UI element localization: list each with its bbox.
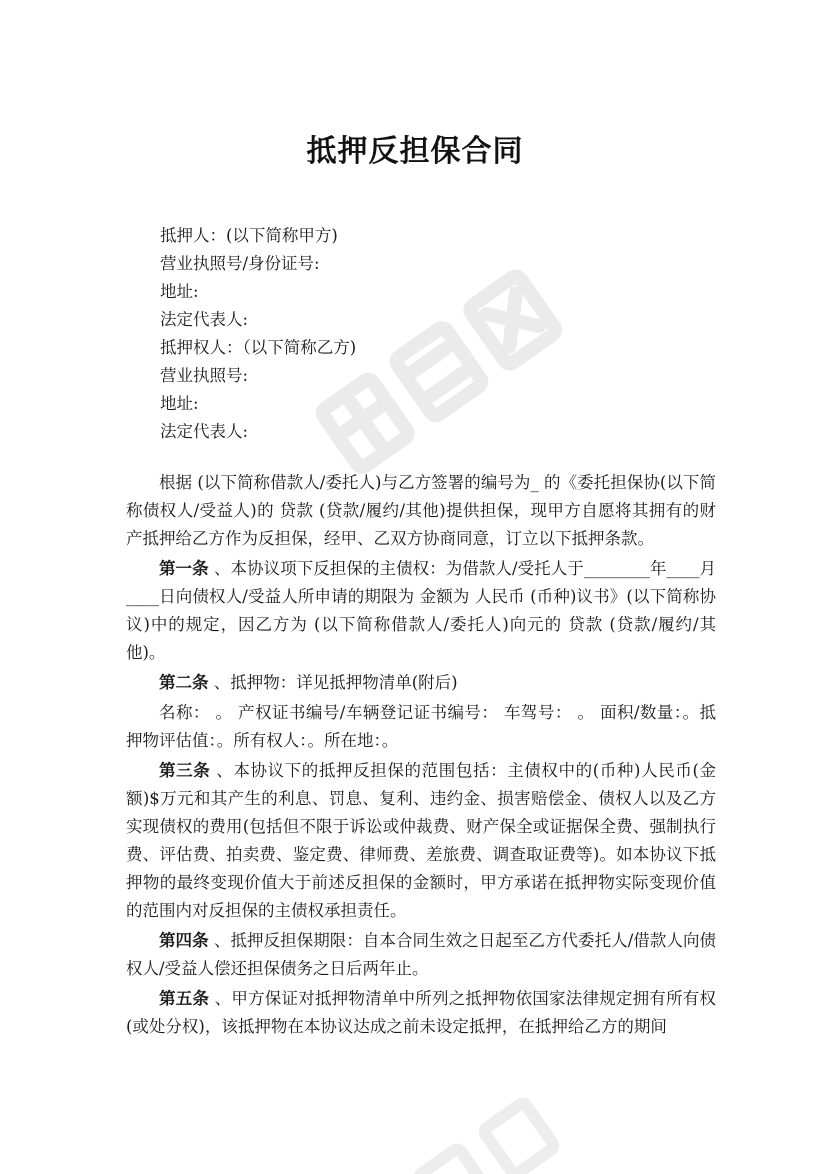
- contract-body: [126, 469, 716, 1043]
- article-3: [126, 757, 716, 925]
- article-3-heading: 第三条: [159, 761, 211, 780]
- mortgagee-address-line: 地址:: [160, 394, 199, 413]
- article-4-text: 、抵押反担保期限：自本合同生效之日起至乙方代委托人/借款人向债权人/受益人偿还担保债务之日后两年止。: [126, 931, 716, 978]
- article-4-heading: 第四条: [159, 931, 209, 950]
- watermark-graphic-bottom: [400, 1095, 600, 1174]
- mortgagor-address-line: 地址:: [160, 282, 199, 301]
- article-2: [126, 669, 716, 697]
- article-5-text: 、甲方保证对抵押物清单中所列之抵押物依国家法律规定拥有所有权(或处分权)，该抵押物在本协议达成之前未设定抵押，在抵押给乙方的期间: [126, 989, 717, 1036]
- article-3-text: 、本协议下的抵押反担保的范围包括：主债权中的(币种)人民币(金额)$万元和其产生的利息、罚息、复利、违约金、损害赔偿金、债权人以及乙方实现债权的费用(包括但不限于诉讼或仲裁费、财产保全或证据保全费、强制执行费、评估费、拍卖费、鉴定费、律师费、差旅费、调查取证费等)。如本协议下抵押物的最终变现价值大于前述反担保的金额时，甲方承诺在抵押物实际变现价值的范围内对反担保的主债权承担责任。: [126, 761, 717, 920]
- preamble-paragraph: 根据 (以下简称借款人/委托人)与乙方签署的编号为_ 的《委托担保协(以下简称债权人/受益人)的 贷款 (贷款/履约/其他)提供担保，现甲方自愿将其拥有的财产抵押给乙方作为反担保，经甲、乙双方协商同意，订立以下抵押条款。: [126, 473, 716, 548]
- article-2-text: 、抵押物：详见抵押物清单(附后): [208, 673, 458, 692]
- mortgagor-license-line: 营业执照号/身份证号:: [160, 254, 320, 273]
- mortgagee-license-line: 营业执照号:: [160, 366, 249, 385]
- mortgagor-line: 抵押人：(以下简称甲方): [160, 226, 338, 245]
- party-info-block: [160, 222, 356, 446]
- mortgagor-representative-line: 法定代表人:: [160, 310, 249, 329]
- article-2-heading: 第二条: [159, 673, 209, 692]
- mortgagee-line: 抵押权人：（以下简称乙方): [160, 338, 357, 357]
- article-1-text: 、本协议项下反担保的主债权：为借款人/受托人于________年____月____日向债权人/受益人所申请的期限为 金额为 人民币 (币种)议书》(以下简称协议)中的规定，因乙方为 (以下简称借款人/委托人)向元的 贷款 (贷款/履约/其他)。: [126, 559, 716, 662]
- article-5-heading: 第五条: [159, 989, 210, 1008]
- document-title: 抵押反担保合同: [306, 134, 524, 169]
- article-1: [126, 555, 716, 667]
- article-4: [126, 927, 716, 983]
- mortgagee-representative-line: 法定代表人:: [160, 422, 249, 441]
- collateral-details-text: 名称： 。 产权证书编号/车辆登记证书编号： 车驾号： 。 面积/数量：。抵押物评估值：。所有权人：。所在地：。: [126, 703, 716, 750]
- article-1-heading: 第一条: [159, 559, 209, 578]
- article-5: [126, 985, 716, 1041]
- collateral-details: [126, 699, 716, 755]
